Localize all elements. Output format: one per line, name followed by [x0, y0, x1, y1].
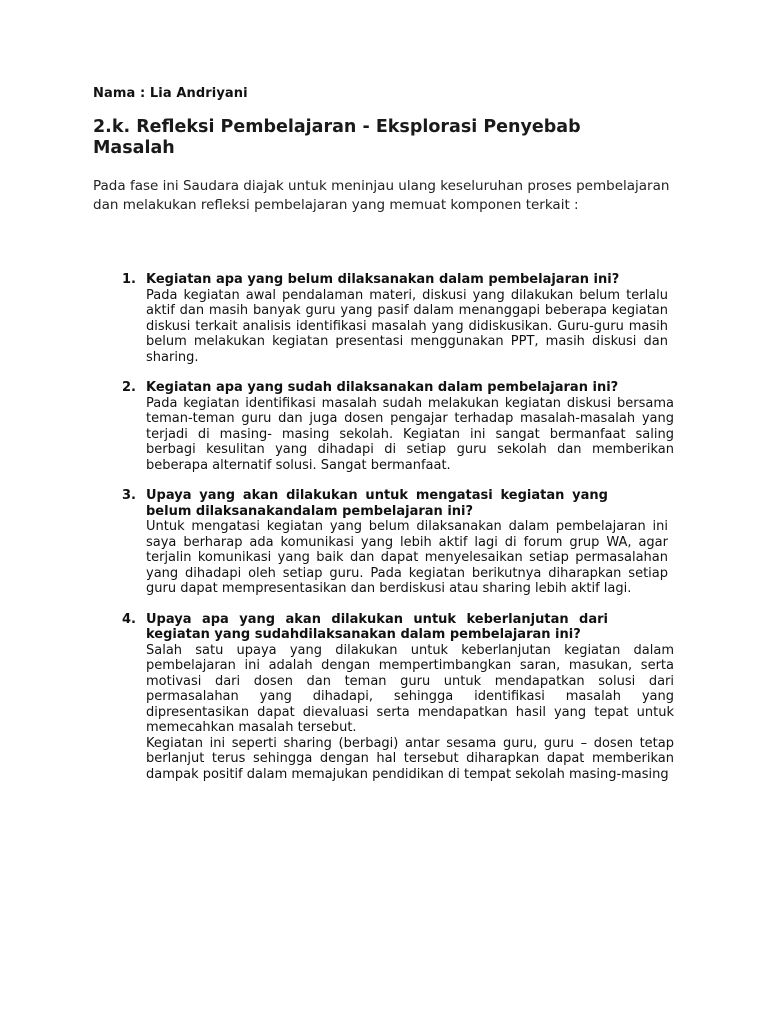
- intro-paragraph: Pada fase ini Saudara diajak untuk meninjau ulang keseluruhan proses pembelajaran dan melakukan refleksi pembelajaran yang memuat komponen terkait :: [93, 178, 670, 213]
- author-name: Nama : Lia Andriyani: [93, 86, 248, 101]
- question-item-3: [0, 488, 768, 597]
- question-body: [146, 380, 768, 473]
- question-number: 2.: [122, 380, 136, 395]
- question-item-4: [0, 612, 768, 783]
- question-body: [146, 488, 768, 597]
- question-text: Kegiatan apa yang belum dilaksanakan dalam pembelajaran ini?: [146, 272, 620, 287]
- answer-paragraph: Pada kegiatan identifikasi masalah sudah melakukan kegiatan diskusi bersama teman-teman guru dan juga dosen pengajar terhadap masalah-masalah yang terjadi di masing- masing sekolah. Kegiatan ini sangat bermanfaat saling berbagi kesulitan yang dihadapi di setiap guru sekolah dan memberikan beberapa alternatif solusi. Sangat bermanfaat.: [146, 395, 674, 473]
- answer-paragraph: Untuk mengatasi kegiatan yang belum dilaksanakan dalam pembelajaran ini saya berharap ada komunikasi yang lebih aktif lagi di forum grup WA, agar terjalin komunikasi yang baik dan dapat menyelesaikan setiap permasalahan yang dihadapi oleh setiap guru. Pada kegiatan berikutnya diharapkan setiap guru dapat mempresentasikan dan berdiskusi atau sharing lebih aktif lagi.: [146, 519, 668, 596]
- answer-paragraph: Kegiatan ini seperti sharing (berbagi) antar sesama guru, guru – dosen tetap berlanjut terus sehingga dengan hal tersebut diharapkan dapat memberikan dampak positif dalam memajukan pendidikan di tempat sekolah masing-masing: [146, 735, 674, 782]
- question-number: 4.: [122, 611, 136, 627]
- question-body: [146, 272, 768, 365]
- question-text: Upaya apa yang akan dilakukan untuk keberlanjutan dari kegiatan yang sudahdilaksanakan dalam pembelajaran ini?: [146, 611, 608, 642]
- question-number: 1.: [122, 272, 136, 287]
- question-text: Upaya yang akan dilakukan untuk mengatasi kegiatan yang belum dilaksanakandalam pembelajaran ini?: [146, 488, 608, 519]
- question-item-1: [0, 272, 768, 365]
- question-text: Kegiatan apa yang sudah dilaksanakan dalam pembelajaran ini?: [146, 380, 619, 395]
- page-title: 2.k. Refleksi Pembelajaran - Eksplorasi Penyebab Masalah: [93, 117, 581, 158]
- question-body: [146, 612, 768, 783]
- question-item-2: [0, 380, 768, 473]
- question-number: 3.: [122, 488, 136, 503]
- answer-paragraph: Salah satu upaya yang dilakukan untuk keberlanjutan kegiatan dalam pembelajaran ini adalah dengan mempertimbangkan saran, masukan, serta motivasi dari dosen dan teman guru untuk mendapatkan solusi dari permasalahan yang dihadapi, sehingga identifikasi masalah yang dipresentasikan dapat dievaluasi serta mendapatkan hasil yang tepat untuk memecahkan masalah tersebut.: [146, 642, 674, 735]
- answer-paragraph: Pada kegiatan awal pendalaman materi, diskusi yang dilakukan belum terlalu aktif dan masih banyak guru yang pasif dalam menanggapi beberapa kegiatan diskusi terkait analisis identifikasi masalah yang didiskusikan. Guru-guru masih belum melakukan kegiatan presentasi menggunakan PPT, masih diskusi dan sharing.: [146, 287, 668, 365]
- question-list: [0, 272, 768, 797]
